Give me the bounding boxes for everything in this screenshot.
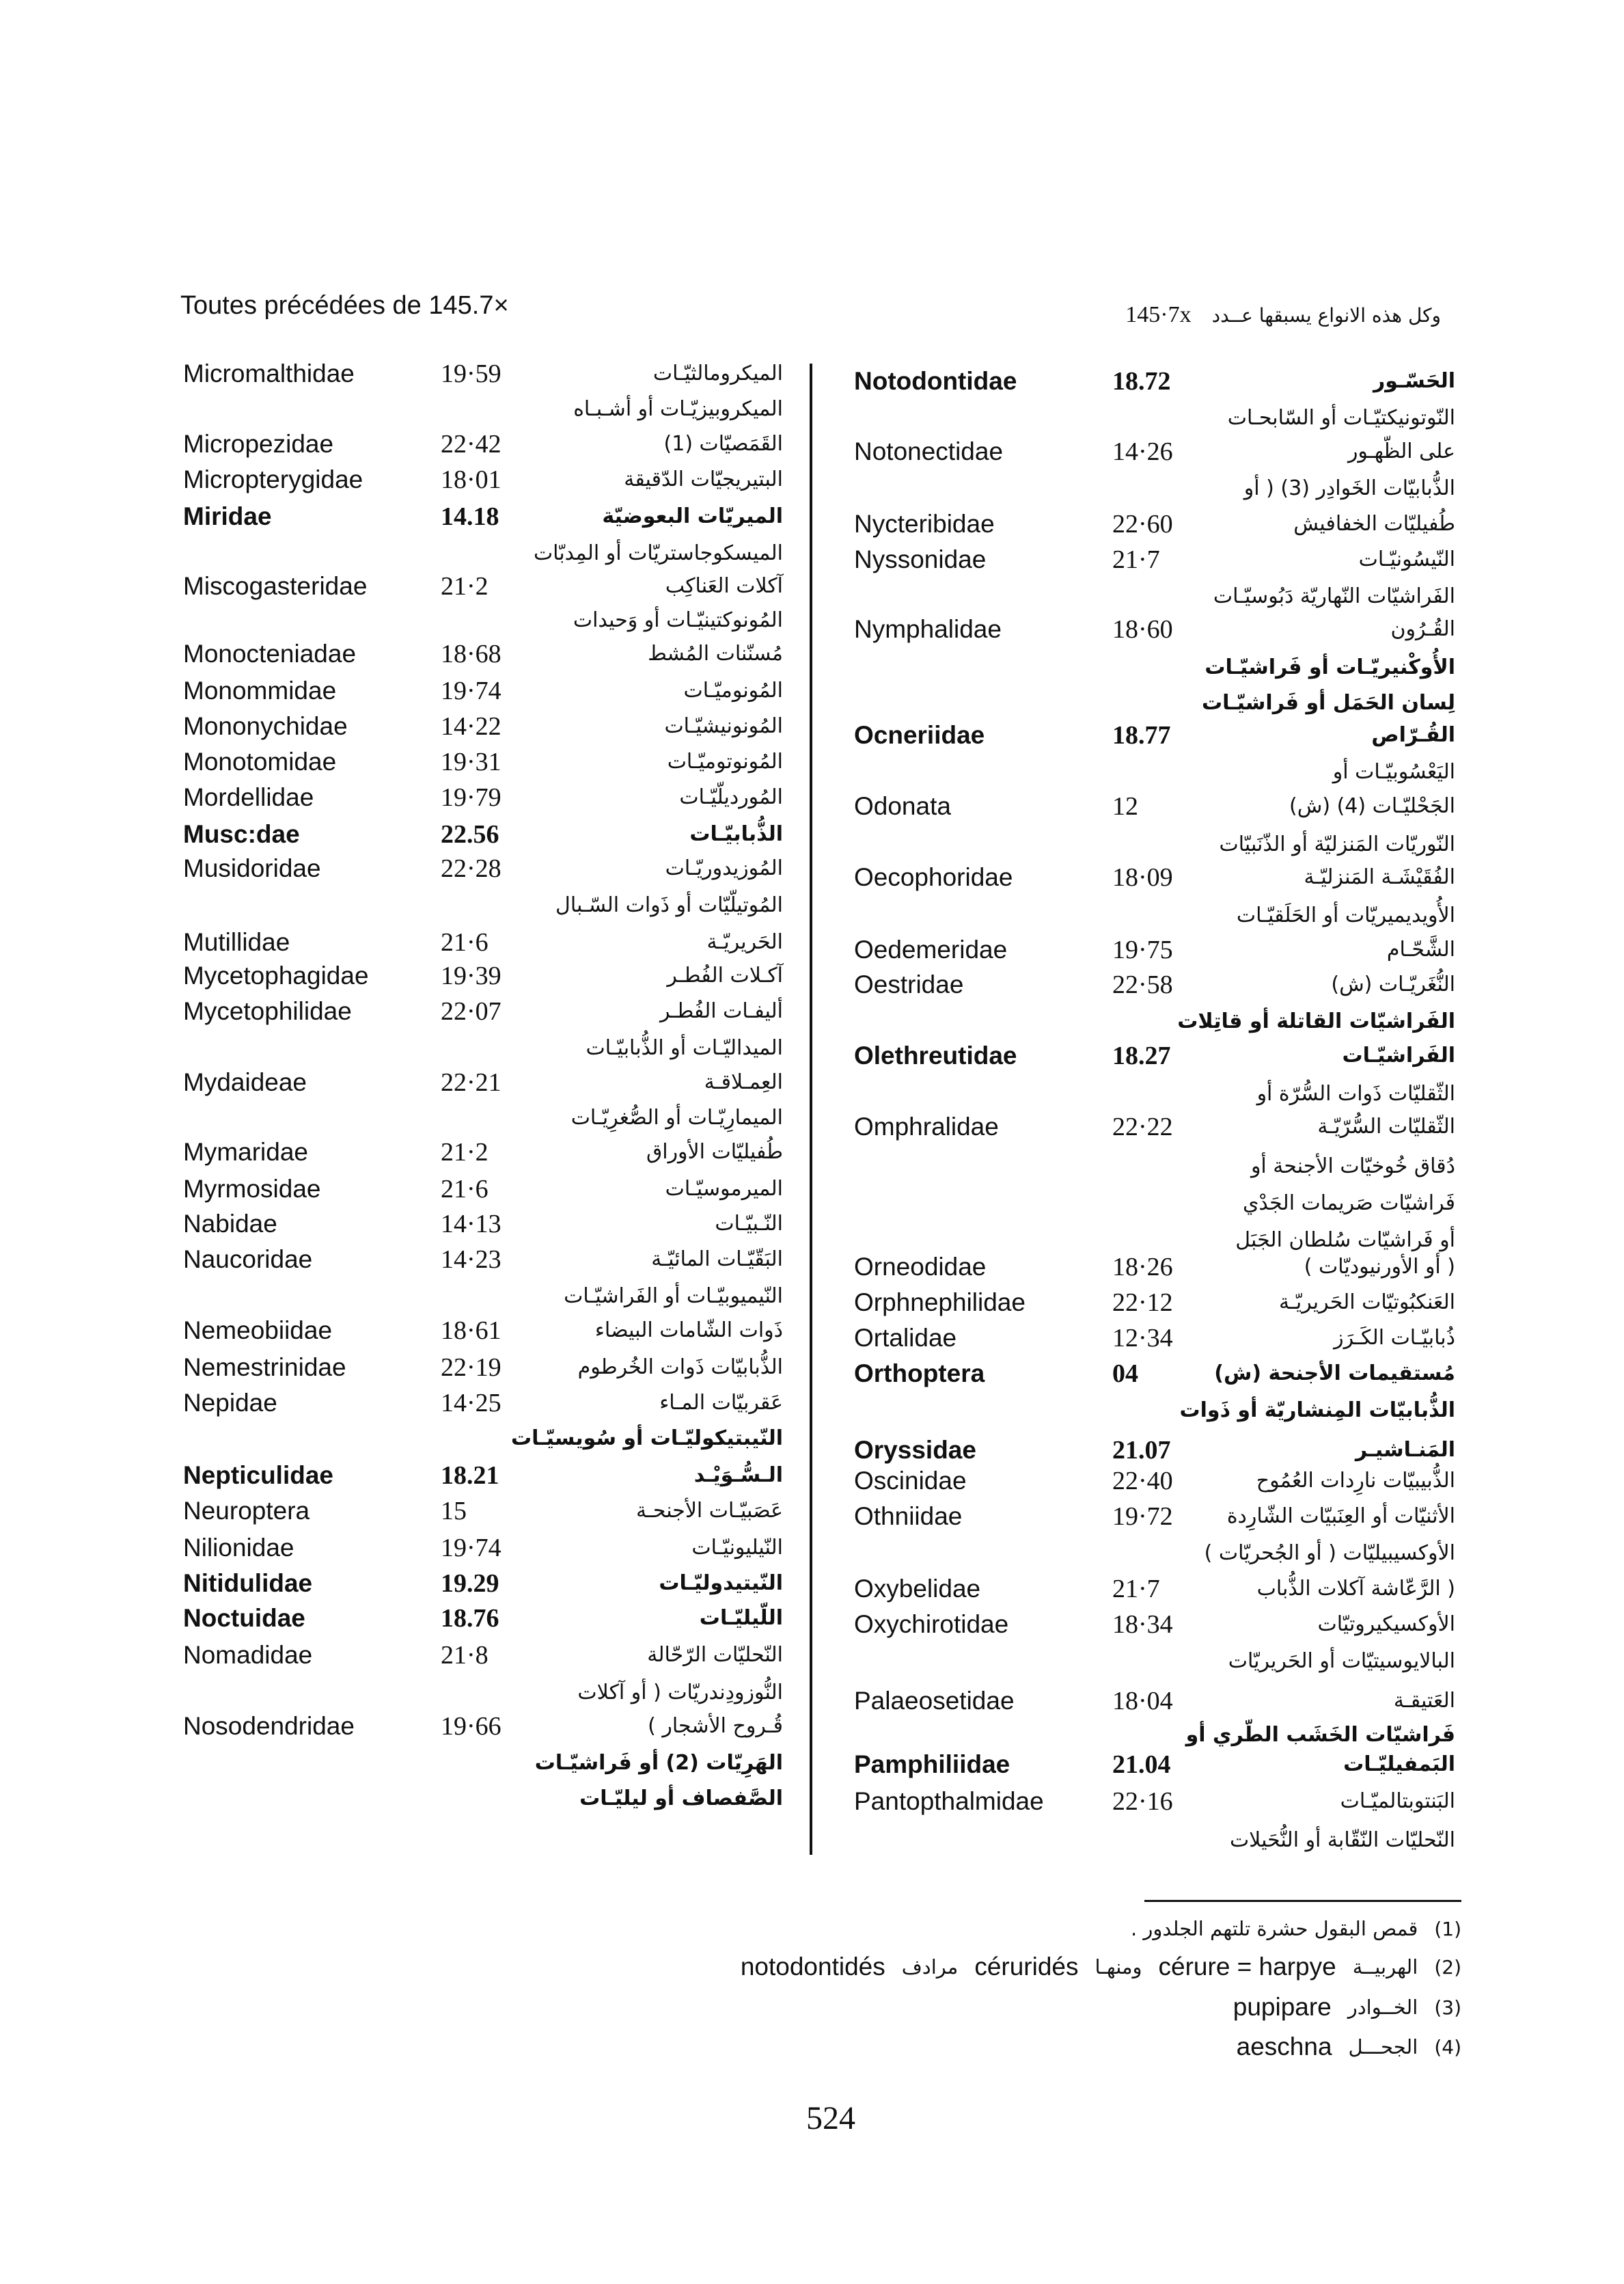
family-name-arabic: البتيريجيّات الدّقيقة [624,467,783,491]
family-name-arabic: قُـروح الأشجار ) [648,1714,783,1738]
classification-number: 22·12 [1112,1288,1173,1317]
classification-number: 21·8 [441,1641,488,1670]
family-name-arabic: المُونونيشيّـات [664,714,783,738]
family-name-arabic: الميمارِيّـات أو الصُّغرِيّـات [570,1106,783,1130]
classification-number: 22.56 [441,820,499,849]
family-name-arabic: النّحليّات الرّحّالة [647,1643,783,1667]
classification-number: 22·19 [441,1353,501,1382]
family-name-arabic: الأوكسيكيروتيّات [1317,1612,1455,1636]
family-name-latin: Mydaideae [183,1068,307,1096]
family-name-arabic: آكلات العَناكِب [665,574,783,598]
family-name-latin: Nomadidae [183,1641,313,1669]
family-name-arabic: المُوتيلّيّات أو ذَوات السّـبال [555,893,783,917]
classification-number: 04 [1112,1359,1138,1388]
classification-number: 19·75 [1112,936,1173,964]
family-name-arabic: مُسنّنات المُشط [648,642,783,666]
classification-number: 22·16 [1112,1787,1173,1816]
classification-number: 18·34 [1112,1610,1173,1639]
header-arabic-note [1125,298,1441,332]
classification-number: 15 [441,1497,467,1525]
classification-number: 18·61 [441,1316,501,1345]
family-name-latin: Naucoridae [183,1245,313,1273]
family-name-arabic: النّيليونيّـات [691,1536,783,1560]
family-name-arabic: الحَريريّـة [706,930,783,954]
footnote-french-term: notodontidés [740,1953,885,1981]
family-name-arabic: الثّقليّات ذَوات السُّرّة أو [1256,1082,1455,1106]
family-name-arabic: المُونوتوميّـات [667,750,783,774]
classification-number: 22·58 [1112,970,1173,999]
family-name-latin: Monotomidae [183,748,337,776]
family-name-arabic: العَنكبُوتيّات الحَريريّـة [1279,1290,1455,1314]
family-name-arabic: آكـلات الفُطـر [667,964,783,988]
family-name-arabic: الـسُّـوَيْـد [693,1463,783,1487]
footnote-arabic-text: الهربيــة [1352,1955,1418,1979]
family-name-latin: Mycetophagidae [183,962,369,990]
classification-number: 18.77 [1112,721,1171,750]
family-name-latin: Ocneriidae [854,721,985,749]
family-name-arabic: الذُّبيبيّات نارِدات العُمُوح [1256,1469,1455,1493]
family-name-arabic: النّيبتيكوليّـات أو سُويسيّـات [510,1426,783,1450]
family-name-arabic: لِسان الحَمَل أو فَراشيّـات [1202,691,1455,715]
classification-number: 19.29 [441,1569,499,1598]
family-name-latin: Musc:dae [183,820,300,848]
footnote-marker: (2) [1434,1955,1461,1979]
family-name-arabic: الفُقَيْشَـة المَنزليّـة [1304,865,1455,889]
family-name-arabic: البالايوسيتيّات أو الحَريريّات [1228,1649,1455,1673]
family-name-latin: Oedemeridae [854,936,1008,964]
classification-number: 19·59 [441,359,501,388]
family-name-latin: Neuroptera [183,1497,310,1525]
family-name-arabic: ( الرَّعّاشة آكلات الذُّباب [1256,1577,1455,1601]
classification-number: 21·7 [1112,1575,1160,1603]
classification-number: 14.18 [441,502,499,531]
family-name-latin: Mononychidae [183,712,348,740]
family-name-latin: Nilionidae [183,1534,294,1562]
footnote-marker: (1) [1434,1917,1461,1940]
family-name-arabic: المُونوكتينيّـات أو وَحيدات [573,608,783,632]
family-name-arabic: ( أو الأورنيوديّات ) [1304,1255,1455,1279]
family-name-latin: Palaeosetidae [854,1687,1015,1715]
family-name-latin: Micromalthidae [183,359,355,388]
classification-number: 22·40 [1112,1467,1173,1495]
family-name-arabic: النّيسُونيّـات [1358,547,1455,571]
family-name-latin: Pamphiliidae [854,1750,1010,1778]
family-name-latin: Miscogasteridae [183,572,368,600]
footnote-french-term: aeschna [1236,2033,1332,2061]
family-name-latin: Oxychirotidae [854,1610,1009,1638]
classification-number: 21.04 [1112,1750,1171,1779]
classification-number: 21·6 [441,1175,488,1204]
classification-number: 21.07 [1112,1436,1171,1465]
family-name-arabic: دُقاق خُوخيّات الأجنحة أو [1250,1154,1455,1178]
family-name-arabic: القُـرّاص [1371,723,1455,747]
footnote-arabic-text: مرادف [901,1955,959,1979]
family-name-arabic: الفَراشيّات النّهاريّة دَبُوسيّـات [1213,584,1455,608]
family-name-arabic: المُوزيدوريّـات [665,856,783,880]
family-name-latin: Olethreutidae [854,1042,1017,1070]
classification-number: 12·34 [1112,1324,1173,1352]
family-name-arabic: الثّقليّات السُّرّيّـة [1317,1115,1455,1139]
footnote-line [1131,1912,1461,1946]
classification-number: 14·23 [441,1245,501,1274]
classification-number: 22·07 [441,997,501,1026]
family-name-arabic: الميسكوجاستريّات أو المِدبّات [533,541,783,565]
classification-number: 18.76 [441,1604,499,1633]
classification-number: 21·2 [441,572,488,601]
family-name-arabic: الهَرِيّات (2) أو فَراشيّـات [534,1751,783,1775]
family-name-latin: Nitidulidae [183,1569,313,1597]
header-arabic-text: وكل هذه الانواع يسبقها عــدد [1211,303,1441,327]
family-name-arabic: اللّيليّـات [699,1606,783,1630]
family-name-arabic: طُفيليّات الأوراق [646,1140,783,1164]
footnote-arabic-text: الخــوادر [1347,1996,1418,2019]
family-name-arabic: النّوتونيكتيّـات أو السّابحـات [1227,406,1455,430]
header-french-note: Toutes précédées de 145.7× [180,291,509,320]
classification-number: 18·04 [1112,1687,1173,1715]
family-name-latin: Micropezidae [183,430,334,458]
classification-number: 19·66 [441,1712,501,1741]
column-divider [810,364,812,1855]
family-name-latin: Musidoridae [183,854,321,882]
family-name-latin: Mordellidae [183,783,314,811]
family-name-arabic: الذُّبابيّات الخَوادِر (3) ( أو [1243,476,1455,500]
family-name-latin: Mycetophilidae [183,997,352,1025]
footnote-arabic-text: ومنهـا [1095,1955,1142,1979]
footnote-french-term: pupipare [1233,1993,1332,2021]
family-name-latin: Oryssidae [854,1436,976,1464]
family-name-latin: Ortalidae [854,1324,957,1352]
family-name-arabic: النُّوزودِندريّات ( أو آكلات [577,1681,783,1704]
family-name-arabic: فَراشيّات الخَشَب الطّري أو [1185,1723,1455,1747]
classification-number: 18·01 [441,465,501,494]
page-number: 524 [806,2100,855,2136]
family-name-latin: Nepticulidae [183,1461,333,1489]
family-name-arabic: الشَّحّـام [1386,938,1455,962]
classification-number: 19·74 [441,1534,501,1562]
header-class-number: 145·7x [1125,302,1192,327]
family-name-latin: Mutillidae [183,928,290,956]
classification-number: 18.72 [1112,367,1171,396]
family-name-latin: Mymaridae [183,1138,308,1166]
footnote-line [741,1950,1461,1984]
family-name-latin: Monocteniadae [183,640,357,668]
footnote-line [1233,1990,1461,2024]
family-name-arabic: البَقّيّـات المائيّـة [651,1247,783,1271]
classification-number: 18.21 [441,1461,499,1490]
family-name-latin: Notonectidae [854,437,1004,465]
family-name-arabic: البَنتوبتالميّـات [1340,1789,1455,1813]
classification-number: 18.27 [1112,1042,1171,1070]
family-name-latin: Omphralidae [854,1113,999,1141]
family-name-latin: Oestridae [854,970,964,998]
family-name-arabic: المَنـاشيـر [1355,1438,1455,1462]
family-name-arabic: أو فَراشيّات سُلطان الجَبَل [1235,1228,1455,1252]
family-name-arabic: النّيميوبيّـات أو الفَراشيّـات [564,1284,783,1308]
family-name-arabic: الذُّبابيّات المِنشاريّة أو ذَوات [1179,1398,1455,1422]
family-name-arabic: النّوريّات المَنزليّة أو الذّنَبيّات [1219,832,1455,856]
family-name-arabic: النُّغَريّـات (ش) [1331,973,1455,996]
family-name-arabic: العِمـلاقـة [704,1070,783,1094]
family-name-latin: Orneodidae [854,1253,987,1281]
classification-number: 14·22 [441,712,501,741]
family-name-arabic: الصَّفصاف أو ليليّـات [579,1786,783,1810]
family-name-arabic: الميداليّـات أو الذُّبابيّـات [586,1036,783,1060]
classification-number: 22·60 [1112,510,1173,539]
classification-number: 12 [1112,792,1138,821]
family-name-arabic: الفَراشيّات القاتلة أو قاتِلات [1177,1009,1455,1033]
family-name-arabic: النّيتيدوليّـات [659,1571,783,1595]
footnote-line [1237,2030,1461,2064]
family-name-arabic: فَراشيّات صَريمات الجَدْي [1242,1191,1455,1215]
classification-number: 22·28 [441,854,501,883]
family-name-latin: Orthoptera [854,1359,985,1387]
classification-number: 18·26 [1112,1253,1173,1281]
family-name-latin: Orphnephilidae [854,1288,1026,1316]
classification-number: 14·13 [441,1210,501,1238]
family-name-arabic: الجَحْليّـات (4) (ش) [1289,794,1455,818]
family-name-arabic: الميرموسيّـات [665,1177,783,1201]
classification-number: 21·6 [441,928,488,957]
family-name-arabic: المُورديلّيّـات [679,785,783,809]
family-name-arabic: الأوكسيبيليّات ( أو الجُحريّات ) [1204,1541,1455,1565]
classification-number: 21·7 [1112,545,1160,574]
footnote-french-term: cérure = harpye [1158,1953,1336,1981]
family-name-arabic: اليَعْسُوبيّـات أو [1332,760,1455,784]
family-name-arabic: الذُّبابيّـات [689,822,783,846]
classification-number: 18·68 [441,640,501,668]
family-name-arabic: عَقربيّات المـاء [659,1391,783,1415]
family-name-latin: Othniidae [854,1502,963,1530]
footnote-marker: (3) [1434,1996,1461,2019]
family-name-latin: Myrmosidae [183,1175,321,1203]
family-name-latin: Nepidae [183,1389,277,1417]
footnote-arabic-text: الجحـــل [1348,2035,1418,2058]
family-name-arabic: النّـبيّـات [715,1212,783,1236]
classification-number: 19·74 [441,677,501,705]
family-name-latin: Pantopthalmidae [854,1787,1044,1815]
family-name-arabic: الفَراشيّـات [1342,1044,1455,1068]
classification-number: 22·42 [441,430,501,459]
classification-number: 22·21 [441,1068,501,1097]
family-name-arabic: ذُبابيّـات الكَـرَز [1334,1326,1455,1350]
family-name-arabic: العَتيقـة [1393,1689,1455,1713]
family-name-arabic: النّحليّات النّقّابة أو النُّحَيلات [1229,1828,1455,1852]
footnote-marker: (4) [1434,2035,1461,2058]
family-name-latin: Nabidae [183,1210,277,1238]
family-name-latin: Oecophoridae [854,863,1013,891]
family-name-latin: Monommidae [183,677,337,705]
family-name-arabic: ذَوات الشّامات البيضاء [594,1318,783,1342]
family-name-latin: Nycteribidae [854,510,995,538]
family-name-arabic: الأثنيّات أو العِنَبيّات الشّارِدة [1226,1504,1455,1528]
family-name-arabic: الميريّات البعوضيّة [602,504,783,528]
family-name-arabic: عَصَبيّـات الأجنحـة [635,1499,783,1523]
family-name-latin: Nymphalidae [854,615,1002,643]
classification-number: 14·26 [1112,437,1173,466]
family-name-latin: Oscinidae [854,1467,967,1495]
family-name-arabic: الميكرومالثيّـات [652,362,783,385]
family-name-latin: Miridae [183,502,272,530]
family-name-arabic: الأُوكْنيريّـات أو فَراشيّـات [1205,655,1455,679]
family-name-arabic: القَمَصيّات (1) [663,432,783,456]
footnote-french-term: céruridés [974,1953,1079,1981]
footnote-arabic-text: قمص البقول حشرة تلتهم الجلدور . [1130,1917,1418,1940]
family-name-latin: Oxybelidae [854,1575,981,1603]
classification-number: 14·25 [441,1389,501,1417]
family-name-latin: Odonata [854,792,951,820]
family-name-latin: Nemestrinidae [183,1353,346,1381]
family-name-arabic: المُونوميّـات [683,679,783,703]
family-name-latin: Notodontidae [854,367,1017,395]
classification-number: 18·09 [1112,863,1173,892]
family-name-arabic: الذُّبابيّات ذَوات الخُرطوم [577,1355,783,1379]
footnote-rule [1144,1900,1461,1902]
classification-number: 19·39 [441,962,501,990]
family-name-arabic: الميكروبيزيّـات أو أشـبـاه [573,397,783,421]
family-name-latin: Micropterygidae [183,465,363,493]
family-name-latin: Nosodendridae [183,1712,355,1740]
family-name-latin: Nemeobiidae [183,1316,333,1344]
classification-number: 18·60 [1112,615,1173,644]
family-name-latin: Noctuidae [183,1604,305,1632]
family-name-arabic: طُفيليّات الخفافيش [1293,512,1455,536]
classification-number: 21·2 [441,1138,488,1167]
classification-number: 19·72 [1112,1502,1173,1531]
classification-number: 19·79 [441,783,501,812]
family-name-arabic: مُستقيمات الأجنحة (ش) [1214,1361,1455,1385]
family-name-arabic: البَمفيليّـات [1343,1752,1455,1776]
family-name-arabic: الأُويديميريّات أو الحَلَقيّـات [1236,903,1455,927]
classification-number: 22·22 [1112,1113,1173,1141]
family-name-arabic: على الظّهـور [1347,439,1455,463]
family-name-arabic: الحَسّـور [1373,369,1455,393]
family-name-arabic: القُـرُون [1390,617,1455,641]
classification-number: 19·31 [441,748,501,776]
family-name-arabic: أليفـات الفُطـر [659,999,783,1023]
family-name-latin: Nyssonidae [854,545,987,573]
